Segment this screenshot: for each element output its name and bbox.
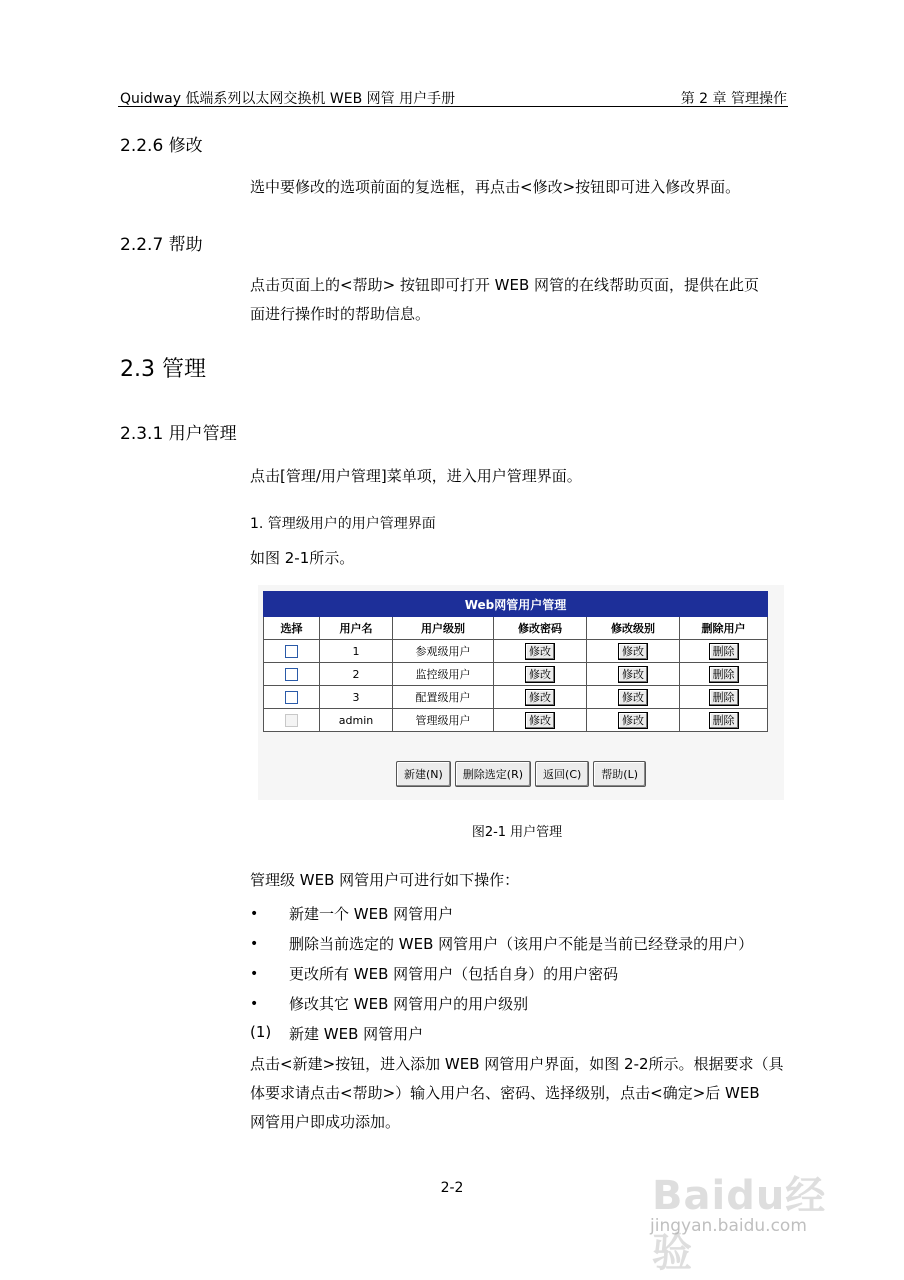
new-user-button[interactable]: 新建(N) xyxy=(396,761,451,787)
row-checkbox[interactable] xyxy=(285,668,298,681)
numbered-label: (1) xyxy=(250,1023,272,1041)
col-header-select: 选择 xyxy=(264,617,320,640)
row-checkbox[interactable] xyxy=(285,645,298,658)
col-header-username: 用户名 xyxy=(320,617,393,640)
change-level-button[interactable]: 修改 xyxy=(618,712,648,729)
delete-selected-button[interactable]: 删除选定(R) xyxy=(455,761,531,787)
paragraph-help-line1: 点击页面上的<帮助> 按钮即可打开 WEB 网管的在线帮助页面，提供在此页 xyxy=(250,276,760,294)
watermark-url: jingyan.baidu.com xyxy=(650,1216,807,1236)
col-header-change-level: 修改级别 xyxy=(587,617,680,640)
table-row xyxy=(264,709,768,732)
heading-2-3: 2.3 管理 xyxy=(120,357,206,382)
running-header-chapter: 第 2 章 管理操作 xyxy=(680,91,787,107)
bullet-icon: • xyxy=(250,936,259,952)
row-checkbox-disabled xyxy=(285,714,298,727)
delete-user-button[interactable]: 删除 xyxy=(709,643,739,660)
username-cell: 2 xyxy=(320,663,393,686)
change-password-button[interactable]: 修改 xyxy=(525,712,555,729)
paragraph-help-line2: 面进行操作时的帮助信息。 xyxy=(250,305,431,323)
change-level-button[interactable]: 修改 xyxy=(618,689,648,706)
bullet-icon: • xyxy=(250,996,259,1012)
paragraph-help xyxy=(250,271,788,329)
table-row xyxy=(264,640,768,663)
bullet-icon: • xyxy=(250,906,259,922)
list-item: 修改其它 WEB 网管用户的用户级别 xyxy=(289,995,529,1013)
watermark-brand: Baidu经验 xyxy=(652,1173,827,1276)
delete-user-button[interactable]: 删除 xyxy=(709,712,739,729)
bullet-icon: • xyxy=(250,966,259,982)
paragraph-ops-intro: 管理级 WEB 网管用户可进行如下操作： xyxy=(250,871,520,889)
table-row xyxy=(264,686,768,709)
list-item: 删除当前选定的 WEB 网管用户（该用户不能是当前已经登录的用户） xyxy=(289,935,754,953)
figure-caption: 图2-1 用户管理 xyxy=(471,825,563,840)
baidu-watermark xyxy=(646,1160,846,1276)
figure-button-row xyxy=(258,761,784,787)
heading-2-3-1: 2.3.1 用户管理 xyxy=(120,424,237,444)
header-rule xyxy=(118,106,788,107)
help-button[interactable]: 帮助(L) xyxy=(593,761,646,787)
back-button[interactable]: 返回(C) xyxy=(535,761,589,787)
paragraph-figure-ref: 如图 2-1所示。 xyxy=(250,549,355,567)
numbered-item-text: 新建 WEB 网管用户 xyxy=(289,1025,424,1043)
page-number: 2-2 xyxy=(440,1180,464,1196)
row-checkbox[interactable] xyxy=(285,691,298,704)
heading-2-2-7: 2.2.7 帮助 xyxy=(120,235,203,255)
level-cell: 参观级用户 xyxy=(393,640,494,663)
delete-user-button[interactable]: 删除 xyxy=(709,689,739,706)
username-cell: admin xyxy=(320,709,393,732)
list-item: 新建一个 WEB 网管用户 xyxy=(289,905,454,923)
change-password-button[interactable]: 修改 xyxy=(525,666,555,683)
paragraph-new-user-line3: 网管用户即成功添加。 xyxy=(250,1113,401,1131)
paragraph-new-user-line2: 体要求请点击<帮助>）输入用户名、密码、选择级别，点击<确定>后 WEB xyxy=(250,1084,760,1102)
paragraph-user-mgmt-intro: 点击[管理/用户管理]菜单项，进入用户管理界面。 xyxy=(250,467,582,485)
user-table xyxy=(263,591,768,732)
level-cell: 管理级用户 xyxy=(393,709,494,732)
col-header-level: 用户级别 xyxy=(393,617,494,640)
level-cell: 配置级用户 xyxy=(393,686,494,709)
subheading-admin-user-ui: 1. 管理级用户的用户管理界面 xyxy=(250,516,436,532)
table-title: Web网管用户管理 xyxy=(264,592,768,617)
col-header-change-password: 修改密码 xyxy=(494,617,587,640)
figure-user-management xyxy=(258,585,784,800)
change-level-button[interactable]: 修改 xyxy=(618,643,648,660)
table-row xyxy=(264,663,768,686)
list-item: 更改所有 WEB 网管用户（包括自身）的用户密码 xyxy=(289,965,619,983)
level-cell: 监控级用户 xyxy=(393,663,494,686)
paragraph-new-user xyxy=(250,1050,788,1137)
heading-2-2-6: 2.2.6 修改 xyxy=(120,136,203,156)
running-header-title: Quidway 低端系列以太网交换机 WEB 网管 用户手册 xyxy=(120,91,456,107)
paragraph-modify: 选中要修改的选项前面的复选框，再点击<修改>按钮即可进入修改界面。 xyxy=(250,178,741,196)
change-password-button[interactable]: 修改 xyxy=(525,689,555,706)
col-header-delete-user: 删除用户 xyxy=(680,617,768,640)
change-password-button[interactable]: 修改 xyxy=(525,643,555,660)
change-level-button[interactable]: 修改 xyxy=(618,666,648,683)
paragraph-new-user-line1: 点击<新建>按钮，进入添加 WEB 网管用户界面，如图 2-2所示。根据要求（具 xyxy=(250,1055,784,1073)
username-cell: 1 xyxy=(320,640,393,663)
delete-user-button[interactable]: 删除 xyxy=(709,666,739,683)
username-cell: 3 xyxy=(320,686,393,709)
